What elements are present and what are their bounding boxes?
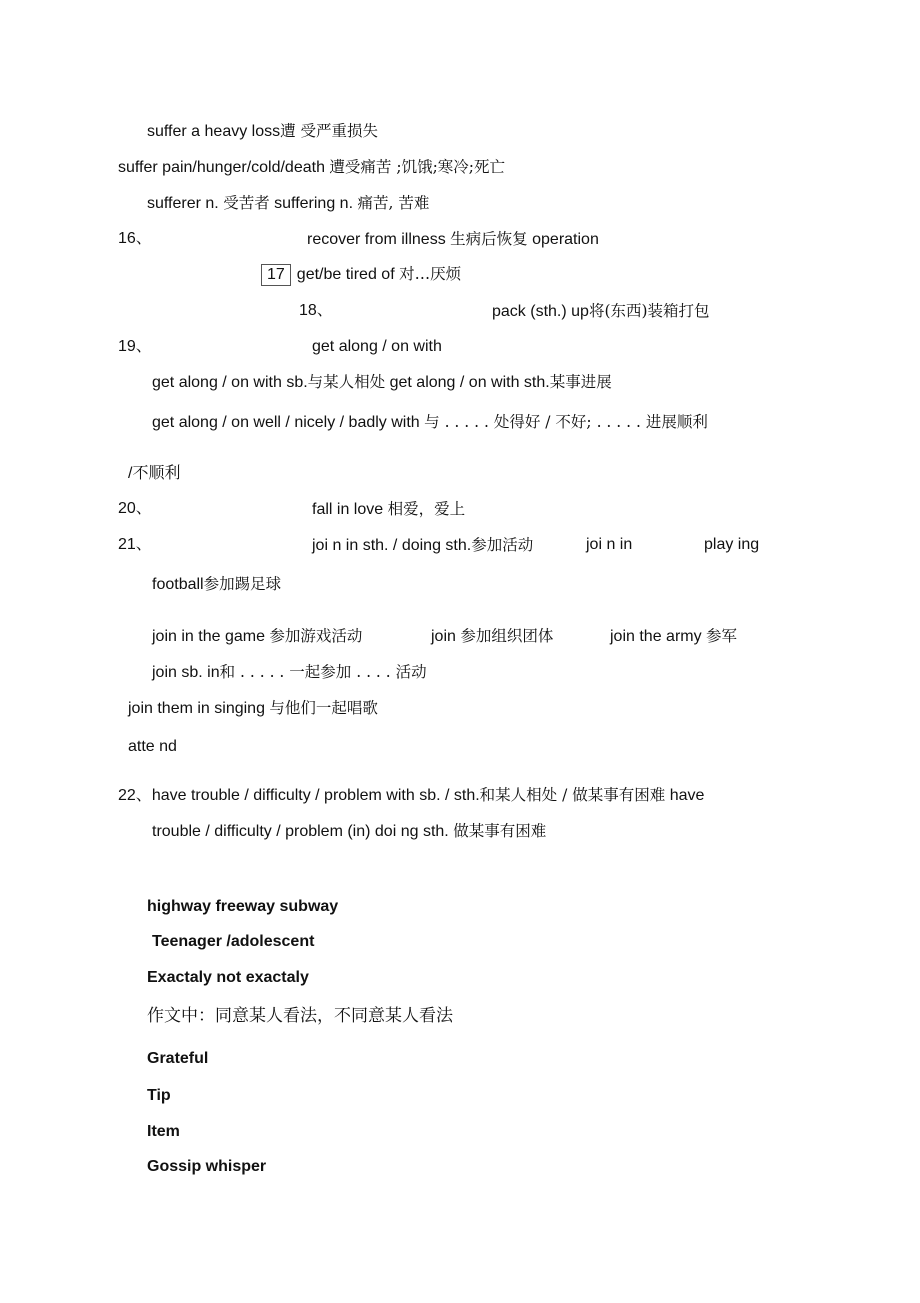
phrase-en: recover from illness xyxy=(307,231,451,248)
phrase-cn: 相爱，爱上 xyxy=(387,500,466,518)
vocab-highway: highway freeway subway xyxy=(147,898,339,915)
phrase-cn: 参加组织团体 xyxy=(460,627,554,645)
item-number-18: 18、 xyxy=(299,302,333,319)
line-join-army xyxy=(610,626,737,647)
line-suffer-pain xyxy=(118,157,505,178)
line-attend xyxy=(128,737,177,757)
phrase-en: sufferer n. xyxy=(147,195,224,212)
phrase-cn: 与 . . . . . 处得好 / 不好; . . . . . 进展顺利 xyxy=(424,413,708,431)
phrase-cn: 参军 xyxy=(706,627,738,645)
item-number-22: 22、 xyxy=(118,787,152,804)
item-number-19: 19、 xyxy=(118,338,152,355)
line-trouble-doing xyxy=(152,821,546,842)
vocab-grateful: Grateful xyxy=(147,1050,209,1067)
phrase-en: get along / on well / nicely / badly with xyxy=(152,414,425,431)
phrase-en: suffering n. xyxy=(269,195,358,212)
line-suffer-heavy-loss xyxy=(147,121,378,142)
phrase-en: suffer pain/hunger/cold/death xyxy=(118,159,330,176)
phrase-cn: 做某事有困难 xyxy=(453,822,547,840)
line-not-smoothly xyxy=(128,464,180,484)
phrase-cn: 对…厌烦 xyxy=(399,265,462,283)
phrase-cn: 生病后恢复 xyxy=(450,230,528,248)
item-number-20: 20、 xyxy=(118,500,152,517)
phrase-en: join in the game xyxy=(152,628,270,645)
phrase-en: join xyxy=(431,628,461,645)
item-number-21: 21、 xyxy=(118,536,152,553)
phrase-en: football xyxy=(152,576,204,593)
line-get-along-sb xyxy=(152,372,612,393)
line-join-game xyxy=(152,626,362,647)
phrase-cn: 和某人相处 / 做某事有困难 xyxy=(479,786,666,804)
line-have-trouble xyxy=(118,785,704,806)
vocab-gossip: Gossip whisper xyxy=(147,1158,267,1175)
phrase-cn: 参加游戏活动 xyxy=(269,627,363,645)
phrase-en: pack (sth.) up xyxy=(492,303,589,320)
phrase-en: suffer a heavy loss xyxy=(147,123,281,140)
phrase-cn: 参加踢足球 xyxy=(203,575,282,593)
phrase-en: operation xyxy=(527,231,599,248)
item-number-16: 16、 xyxy=(118,230,152,247)
line-get-along-well xyxy=(152,412,708,433)
phrase-en: get along / on with xyxy=(312,338,442,355)
phrase-en: get along / on with sth. xyxy=(385,374,550,391)
phrase-en: fall in love xyxy=(312,501,388,518)
phrase-cn: 和 . . . . . 一起参加 . . . . 活动 xyxy=(219,663,427,681)
line-join-organization xyxy=(431,626,553,647)
phrase-en: joi n in sth. / doing sth. xyxy=(312,537,472,554)
phrase-cn: 参加活动 xyxy=(471,536,534,554)
vocab-item: Item xyxy=(147,1123,180,1140)
phrase-en: get/be tired of xyxy=(296,266,400,283)
phrase-join-in: joi n in xyxy=(586,536,633,553)
vocab-teenager: Teenager /adolescent xyxy=(152,933,315,950)
phrase-en: atte nd xyxy=(128,738,177,755)
phrase-en: have xyxy=(665,787,705,804)
line-join-in xyxy=(312,535,533,556)
item-number-17-box: 17 xyxy=(261,264,291,286)
phrase-cn: /不顺利 xyxy=(128,465,181,482)
vocab-tip: Tip xyxy=(147,1087,171,1104)
phrase-cn: 与某人相处 xyxy=(307,373,386,391)
phrase-en: join the army xyxy=(610,628,707,645)
phrase-cn: 痛苦, 苦难 xyxy=(357,194,430,212)
phrase-cn: 受苦者 xyxy=(223,194,270,212)
line-tired-of xyxy=(261,264,461,286)
line-join-them xyxy=(128,698,378,719)
phrase-cn: 与他们一起唱歌 xyxy=(269,699,378,717)
line-get-along xyxy=(312,337,442,357)
phrase-cn: 将(东西)装箱打包 xyxy=(588,302,710,320)
phrase-cn: 遭 受严重损失 xyxy=(280,122,379,140)
vocab-composition-note: 作文中：同意某人看法，不同意某人看法 xyxy=(147,1006,453,1025)
phrase-en: join sb. in xyxy=(152,664,220,681)
line-join-sb-in xyxy=(152,662,427,683)
phrase-cn: 遭受痛苦 ;饥饿;寒冷;死亡 xyxy=(329,158,506,176)
phrase-en: trouble / difficulty / problem (in) doi ng sth. xyxy=(152,823,454,840)
phrase-en: get along / on with sb. xyxy=(152,374,308,391)
phrase-en: join them in singing xyxy=(128,700,270,717)
phrase-playing: play ing xyxy=(704,536,760,553)
line-recover xyxy=(307,229,599,250)
vocab-exactly: Exactaly not exactaly xyxy=(147,969,309,986)
line-sufferer xyxy=(147,193,429,214)
line-pack-up xyxy=(492,301,710,322)
phrase-cn: 某事进展 xyxy=(549,373,612,391)
line-fall-in-love xyxy=(312,499,465,520)
phrase-en: have trouble / difficulty / problem with sb. / sth. xyxy=(151,787,480,804)
line-football xyxy=(152,574,281,595)
